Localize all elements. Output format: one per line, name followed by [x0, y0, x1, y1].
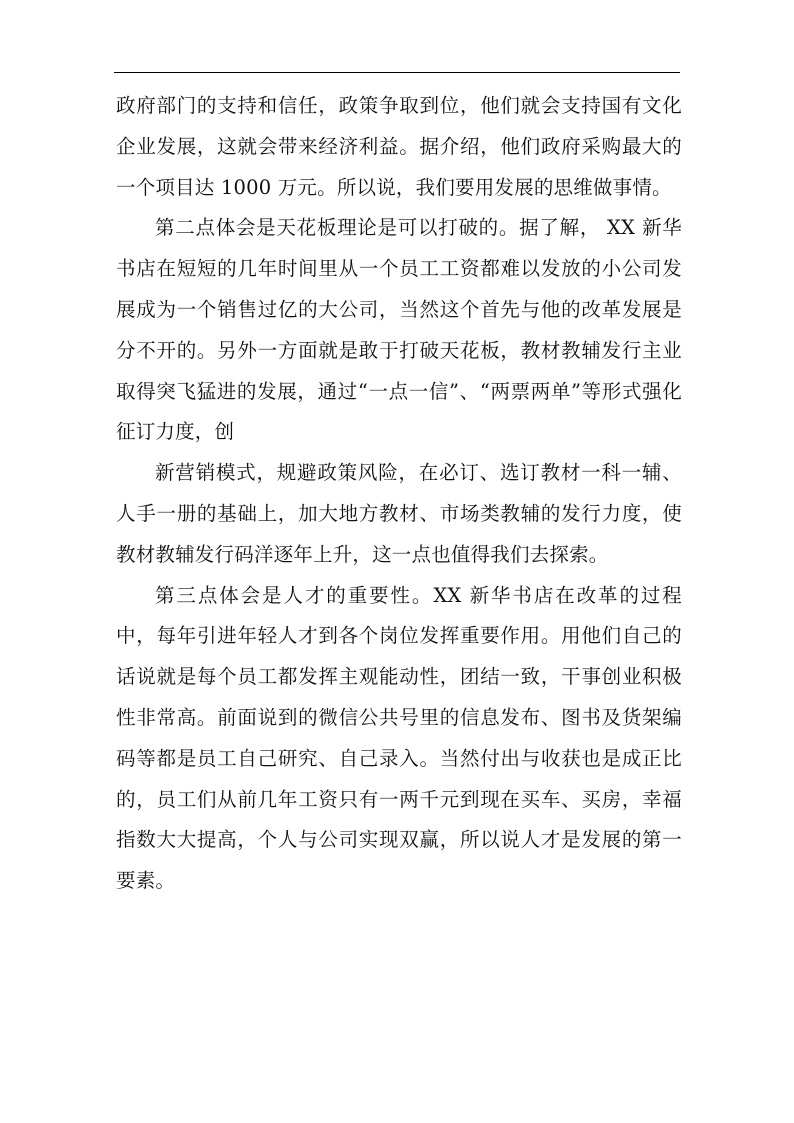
paragraph-1: 政府部门的支持和信任，政策争取到位，他们就会支持国有文化企业发展，这就会带来经济利益。据介绍，他们政府采购最大的一个项目达 1000 万元。所以说，我们要用发展的思维做事情。	[116, 94, 682, 199]
document-body	[116, 86, 682, 902]
header-rule	[114, 72, 680, 73]
paragraph-3: 新营销模式，规避政策风险，在必订、选订教材一科一辅、人手一册的基础上，加大地方教材、市场类教辅的发行力度，使教材教辅发行码洋逐年上升，这一点也值得我们去探索。	[116, 461, 682, 566]
paragraph-2: 第二点体会是天花板理论是可以打破的。据了解， XX 新华书店在短短的几年时间里从一个员工工资都难以发放的小公司发展成为一个销售过亿的大公司，当然这个首先与他的改革发展是分不开的。另外一方面就是敢于打破天花板，教材教辅发行主业取得突飞猛进的发展，通过“一点一信”、“两票两单”等形式强化征订力度，创	[116, 216, 682, 444]
paragraph-4: 第三点体会是人才的重要性。XX 新华书店在改革的过程中，每年引进年轻人才到各个岗位发挥重要作用。用他们自己的话说就是每个员工都发挥主观能动性，团结一致，干事创业积极性非常高。前面说到的微信公共号里的信息发布、图书及货架编码等都是员工自己研究、自己录入。当然付出与收获也是成正比的，员工们从前几年工资只有一两千元到现在买车、买房，幸福指数大大提高，个人与公司实现双赢，所以说人才是发展的第一要素。	[116, 583, 682, 893]
